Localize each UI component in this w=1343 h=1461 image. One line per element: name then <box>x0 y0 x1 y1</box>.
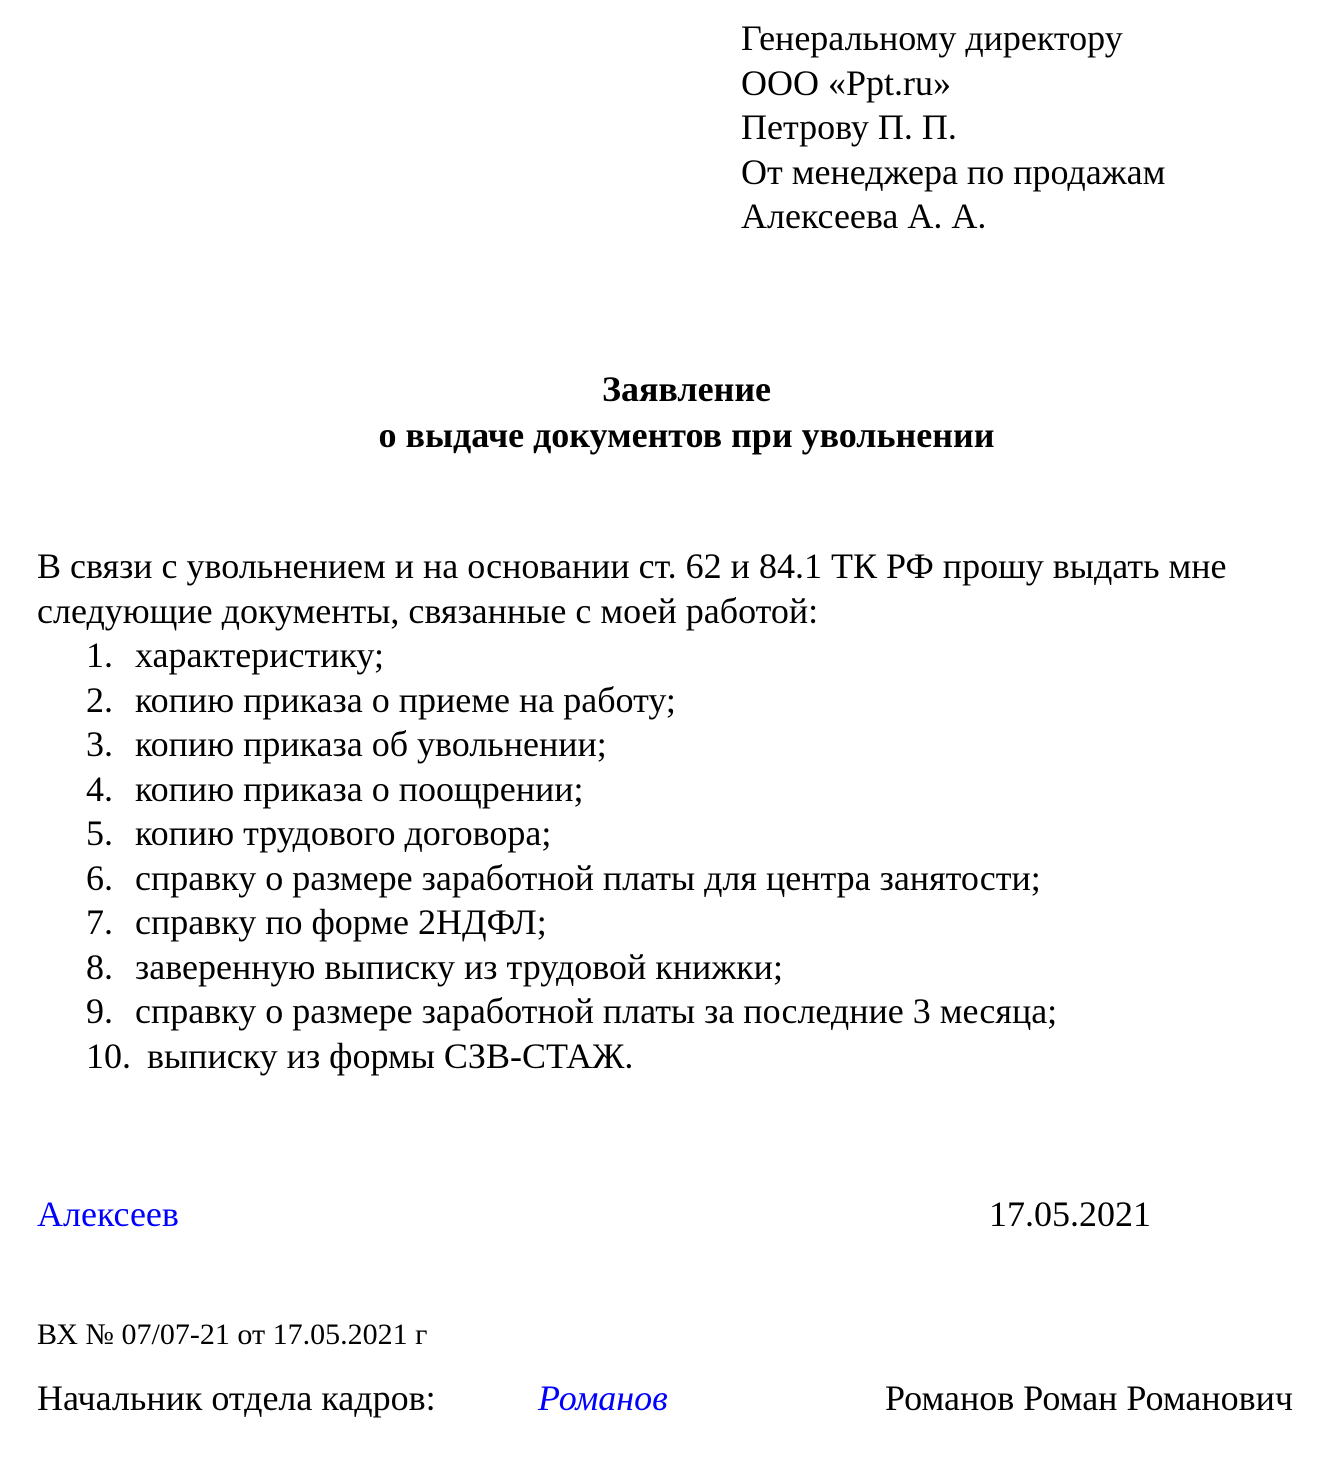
list-item-text: копию приказа о поощрении; <box>135 768 584 809</box>
list-item <box>86 678 1057 723</box>
list-number: 5. <box>86 813 113 853</box>
application-date: 17.05.2021 <box>989 1194 1151 1234</box>
list-item <box>86 856 1057 901</box>
list-number: 3. <box>86 724 113 764</box>
addressee-block <box>741 16 1165 239</box>
list-item <box>86 900 1057 945</box>
addressee-position: Генеральному директору <box>741 18 1123 58</box>
list-item-text: копию приказа об увольнении; <box>135 724 607 764</box>
list-number: 4. <box>86 768 113 809</box>
list-number: 9. <box>86 991 113 1031</box>
list-number: 2. <box>86 679 113 720</box>
sender-name: Алексеева А. А. <box>741 196 987 237</box>
title-line-1: Заявление <box>601 369 772 409</box>
list-item-text: характеристику; <box>135 635 384 675</box>
list-item <box>86 1034 1057 1079</box>
hr-head-signature: Романов <box>538 1378 668 1418</box>
hr-head-full-name: Романов Роман Романович <box>885 1378 1294 1418</box>
sender-position: От менеджера по продажам <box>741 151 1166 192</box>
list-item-text: копию трудового договора; <box>135 813 552 853</box>
list-number: 7. <box>86 902 113 942</box>
applicant-signature: Алексеев <box>37 1194 179 1234</box>
list-item-text: справку о размере заработной платы за последние 3 месяца; <box>135 991 1058 1031</box>
documents-list <box>86 633 1057 1078</box>
document-title <box>0 366 1343 458</box>
addressee-company: ООО «Ppt.ru» <box>741 62 952 103</box>
list-number: 6. <box>86 857 113 898</box>
list-item <box>86 811 1057 856</box>
list-item <box>86 989 1057 1034</box>
list-item-text: копию приказа о приеме на работу; <box>135 679 676 720</box>
list-number: 10. <box>86 1035 131 1076</box>
list-item <box>86 767 1057 812</box>
list-item-text: справку о размере заработной платы для центра занятости; <box>135 857 1041 898</box>
list-number: 1. <box>86 635 113 675</box>
list-item-text: выписку из формы СЗВ-СТАЖ. <box>147 1035 634 1076</box>
title-line-2: о выдаче документов при увольнении <box>378 415 995 455</box>
list-item-text: заверенную выписку из трудовой книжки; <box>135 946 783 987</box>
list-item <box>86 722 1057 767</box>
incoming-registration-number: ВХ № 07/07-21 от 17.05.2021 г <box>37 1318 428 1351</box>
list-item <box>86 945 1057 990</box>
paragraph-line-2: следующие документы, связанные с моей работой: <box>37 590 819 631</box>
list-item-text: справку по форме 2НДФЛ; <box>135 902 547 942</box>
paragraph-line-1: В связи с увольнением и на основании ст. 62 и 84.1 ТК РФ прошу выдать мне <box>37 546 1227 586</box>
list-number: 8. <box>86 946 113 987</box>
request-paragraph <box>37 544 1227 633</box>
hr-head-label: Начальник отдела кадров: <box>37 1378 436 1418</box>
addressee-name: Петрову П. П. <box>741 107 957 148</box>
list-item <box>86 633 1057 678</box>
